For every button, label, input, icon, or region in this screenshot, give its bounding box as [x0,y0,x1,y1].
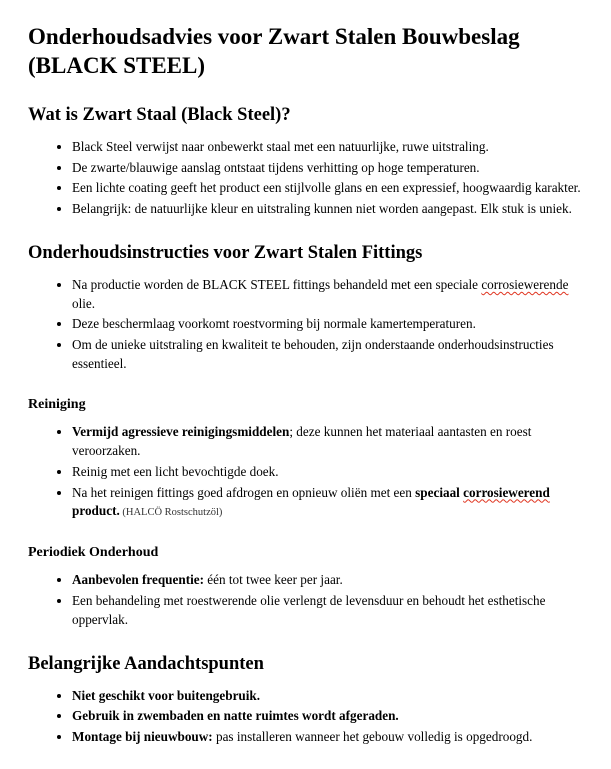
text-segment: Black Steel verwijst naar onbewerkt staal met een natuurlijke, ruwe uitstraling. [72,138,489,154]
section-heading: Periodiek Onderhoud [28,545,159,561]
bullet-item [72,592,581,629]
text-segment: olie. [72,295,96,311]
bullet-item [72,463,581,482]
bullet-item [72,687,581,706]
bullet-list [28,276,581,374]
bullet-item [72,276,581,313]
bullet-item [72,423,581,460]
bullet-item [72,336,581,373]
text-segment: Gebruik in zwembaden en natte ruimtes wordt afgeraden. [72,708,399,724]
bullet-item [72,179,581,198]
text-segment: Niet geschikt voor buitengebruik. [72,687,261,703]
text-segment: Belangrijk: de natuurlijke kleur en uitstraling kunnen niet worden aangepast. Elk stuk is uniek. [72,201,572,217]
bullet-list [28,687,581,747]
bullet-item [72,159,581,178]
bullet-list [28,571,581,629]
section-heading: Reiniging [28,397,86,413]
text-segment: corrosiewerend [463,484,550,500]
text-segment: Na productie worden de BLACK STEEL fittings behandeld met een speciale [72,276,482,292]
bullet-item [72,707,581,726]
bullet-item [72,138,581,157]
section-heading: Onderhoudsinstructies voor Zwart Stalen Fittings [28,242,423,263]
bullet-list [28,423,581,521]
text-segment: product. [72,503,120,519]
text-segment: Een lichte coating geeft het product een stijlvolle glans en een expressief, hoogwaardig karakter. [72,180,581,196]
section-heading: Wat is Zwart Staal (Black Steel)? [28,104,291,125]
text-segment: speciaal [415,484,464,500]
sections-container [28,105,581,747]
document-title: Onderhoudsadvies voor Zwart Stalen Bouwbeslag (BLACK STEEL) [28,24,520,79]
text-segment: Reinig met een licht bevochtigde doek. [72,463,279,479]
text-segment: (HALCÖ Rostschutzöl) [119,507,223,519]
text-segment: Een behandeling met roestwerende olie verlengt de levensduur en behoudt het esthetische oppervlak. [72,593,546,627]
section-heading: Belangrijke Aandachtspunten [28,653,264,674]
text-segment: De zwarte/blauwige aanslag ontstaat tijdens verhitting op hoge temperaturen. [72,159,480,175]
text-segment: Om de unieke uitstraling en kwaliteit te behouden, zijn onderstaande onderhoudsinstructies essentieel. [72,337,554,371]
bullet-item [72,484,581,522]
text-segment: Na het reinigen fittings goed afdrogen en opnieuw oliën met een [72,484,416,500]
text-segment: corrosiewerende [481,276,569,292]
bullet-list [28,138,581,219]
bullet-item [72,571,581,590]
text-segment: Aanbevolen frequentie: [72,572,204,588]
text-segment: één tot twee keer per jaar. [204,572,343,588]
bullet-item [72,315,581,334]
text-segment: Montage bij nieuwbouw: [72,729,213,744]
text-segment: Vermijd agressieve reinigingsmiddelen [72,424,290,440]
text-segment: ; deze kunnen het materiaal aantasten en roest veroorzaken. [72,424,532,459]
bullet-item [72,728,581,747]
text-segment: pas installeren wanneer het gebouw volledig is opgedroogd. [212,729,533,744]
bullet-item [72,200,581,219]
text-segment: Deze beschermlaag voorkomt roestvorming bij normale kamertemperaturen. [72,316,476,332]
